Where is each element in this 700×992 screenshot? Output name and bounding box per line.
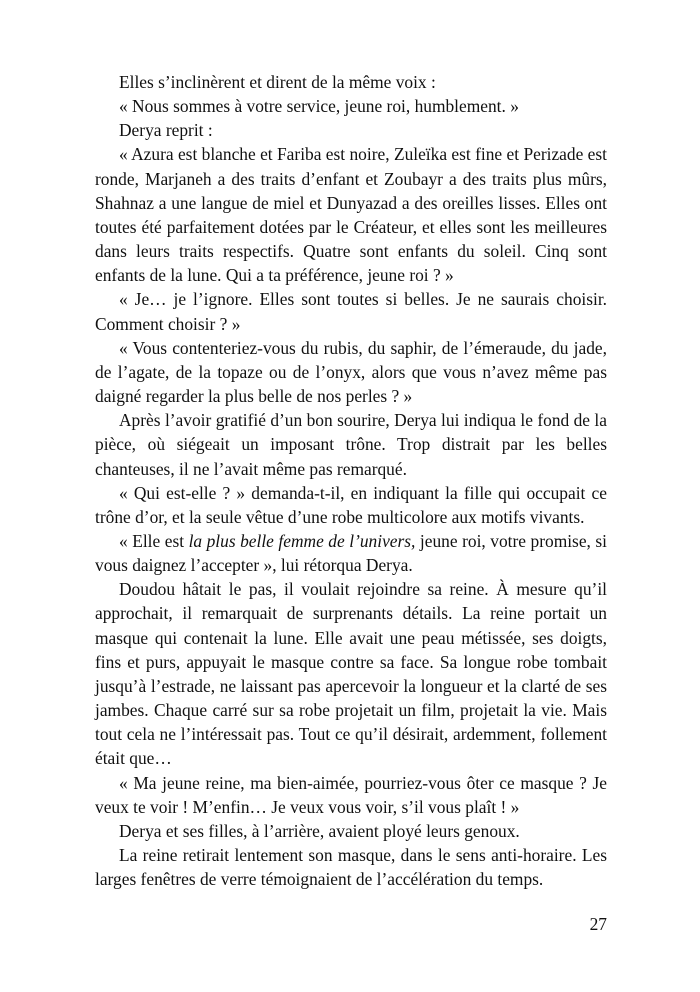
page-number: 27 xyxy=(589,914,607,934)
book-page-text xyxy=(95,70,607,891)
paragraph: Elles s’inclinèrent et dirent de la même voix : xyxy=(119,72,436,92)
paragraph: La reine retirait lentement son masque, dans le sens anti-horaire. Les larges fenêtres de verre témoignaient de l’accélération du temps. xyxy=(95,845,607,890)
paragraph: Derya et ses filles, à l’arrière, avaient ployé leurs genoux. xyxy=(119,820,520,841)
paragraph-text-before: « Elle est xyxy=(119,530,189,551)
paragraph: « Vous contenteriez-vous du rubis, du saphir, de l’émeraude, du jade, de l’agate, de la topaze ou de l’onyx, alors que vous n’avez même pas daigné regarder la plus belle de nos perles ? » xyxy=(95,337,607,407)
paragraph-text-after: jeune roi, votre promise, si vous daignez l’accepter », lui rétorqua Derya. xyxy=(95,530,607,576)
paragraph: « Ma jeune reine, ma bien-aimée, pourriez-vous ôter ce masque ? Je veux te voir ! M’enfin… Je veux vous voir, s’il vous plaît ! » xyxy=(95,772,607,817)
paragraph: « Nous sommes à votre service, jeune roi, humblement. » xyxy=(119,96,519,117)
paragraph: Derya reprit : xyxy=(119,120,213,141)
paragraph: « Azura est blanche et Fariba est noire, Zuleïka est fine et Perizade est ronde, Marjaneh a des traits d’enfant et Zoubayr a des traits plus mûrs, Shahnaz a une langue de miel et Dunyazad a des oreilles lisses. Elles ont toutes été parfaitement dotées par le Créateur, et elles sont les meilleures dans leurs traits respectifs. Quatre sont enfants du soleil. Cinq sont enfants de la lune. Qui a ta préférence, jeune roi ? » xyxy=(95,144,607,286)
italic-phrase: la plus belle femme de l’univers, xyxy=(188,530,416,551)
paragraph: « Qui est-elle ? » demanda-t-il, en indiquant la fille qui occupait ce trône d’or, et la seule vêtue d’une robe multicolore aux motifs vivants. xyxy=(95,482,607,527)
paragraph: Doudou hâtait le pas, il voulait rejoindre sa reine. À mesure qu’il approchait, il remarquait de surprenants détails. La reine portait un masque qui contenait la lune. Elle avait une peau métissée, ses doigts, fins et purs, appuyait le masque contre sa face. Sa longue robe tombait jusqu’à l’estrade, ne laissant pas apercevoir la longueur et la clarté de ses jambes. Chaque carré sur sa robe projetait un film, projetait la vie. Mais tout cela ne l’intéressait pas. Tout ce qu’il désirait, ardemment, follement était que… xyxy=(95,579,607,769)
paragraph-with-italic xyxy=(95,529,607,577)
paragraph: Après l’avoir gratifié d’un bon sourire, Derya lui indiqua le fond de la pièce, où siégeait un imposant trône. Trop distrait par les belles chanteuses, il ne l’avait même pas remarqué. xyxy=(95,410,607,479)
paragraph: « Je… je l’ignore. Elles sont toutes si belles. Je ne saurais choisir. Comment choisir ? » xyxy=(95,289,607,334)
